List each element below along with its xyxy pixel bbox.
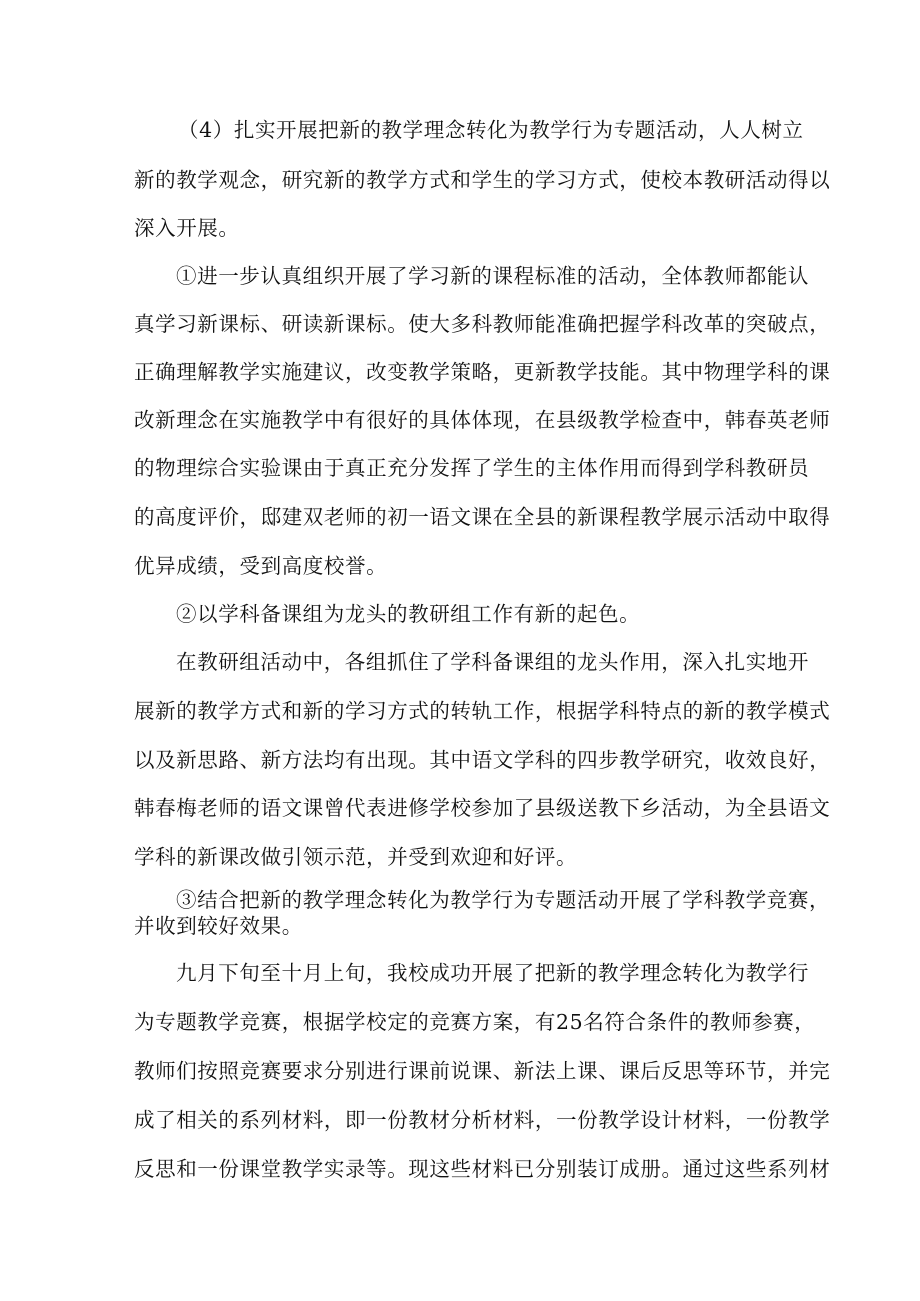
- item-2-line-3: 以及新思路、新方法均有出现。其中语文学科的四步教学研究，收效良好，: [134, 748, 831, 772]
- paragraph-4-line-3: 深入开展。: [134, 216, 240, 240]
- item-3-body-line-1: 九月下旬至十月上旬，我校成功开展了把新的教学理念转化为教学行: [176, 961, 809, 985]
- item-3-body-line-2: 为专题教学竞赛，根据学校定的竞赛方案，有25名符合条件的教师参赛，: [134, 1010, 816, 1034]
- item-2-heading: ②以学科备课组为龙头的教研组工作有新的起色。: [176, 602, 641, 626]
- item-3-body-line-3: 教师们按照竞赛要求分别进行课前说课、新法上课、课后反思等环节，并完: [134, 1059, 831, 1083]
- item-2-line-4: 韩春梅老师的语文课曾代表进修学校参加了县级送教下乡活动，为全县语文: [134, 796, 831, 820]
- item-2-line-5: 学科的新课改做引领示范，并受到欢迎和好评。: [134, 845, 578, 869]
- item-3-body-line-5: 反思和一份课堂教学实录等。现这些材料已分别装订成册。通过这些系列材: [134, 1157, 831, 1181]
- item-1-line-6: 的高度评价，邸建双老师的初一语文课在全县的新课程教学展示活动中取得: [134, 505, 831, 529]
- item-1-line-7: 优异成绩，受到高度校誉。: [134, 554, 388, 578]
- item-2-line-2: 展新的教学方式和新的学习方式的转轨工作，根据学科特点的新的教学模式: [134, 699, 831, 723]
- item-1-line-3: 正确理解教学实施建议，改变教学策略，更新教学技能。其中物理学科的课: [134, 360, 831, 384]
- item-2-line-1: 在教研组活动中，各组抓住了学科备课组的龙头作用，深入扎实地开: [176, 650, 809, 674]
- item-1-line-5: 的物理综合实验课由于真正充分发挥了学生的主体作用而得到学科教研员: [134, 456, 810, 480]
- item-1-line-2: 真学习新课标、研读新课标。使大多科教师能准确把握学科改革的突破点，: [134, 312, 831, 336]
- paragraph-4-line-2: 新的教学观念，研究新的教学方式和学生的学习方式，使校本教研活动得以: [134, 168, 831, 192]
- item-3-body-line-4: 成了相关的系列材料，即一份教材分析材料，一份教学设计材料，一份教学: [134, 1108, 831, 1132]
- item-1-line-1: ①进一步认真组织开展了学习新的课程标准的活动，全体教师都能认: [176, 264, 809, 288]
- item-1-line-4: 改新理念在实施教学中有很好的具体体现，在县级教学检查中，韩春英老师: [134, 408, 831, 432]
- paragraph-4-line-1: （4）扎实开展把新的教学理念转化为教学行为专题活动，人人树立: [178, 118, 804, 142]
- item-3-line-2: 并收到较好效果。: [134, 914, 303, 938]
- item-3-line-1: ③结合把新的教学理念转化为教学行为专题活动开展了学科教学竞赛，: [176, 888, 831, 912]
